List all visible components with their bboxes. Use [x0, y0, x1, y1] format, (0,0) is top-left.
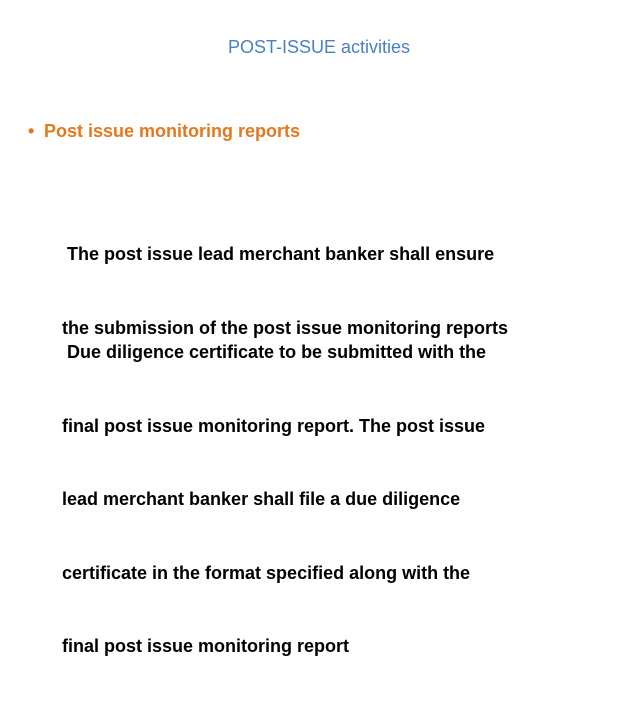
slide-title: POST-ISSUE activities [227, 37, 411, 57]
paragraph-line: final post issue monitoring report [62, 636, 350, 656]
bullet-text: Post issue monitoring reports [44, 121, 301, 141]
paragraph-line: Due diligence certificate to be submitted with the [62, 342, 487, 362]
bullet-item [28, 120, 618, 142]
paragraph-line: lead merchant banker shall file a due diligence [62, 489, 461, 509]
paragraph-line: certificate in the format specified along with the [62, 562, 471, 583]
bullet-marker: • [28, 121, 35, 141]
paragraph-line: the submission of the post issue monitoring reports [62, 317, 509, 338]
paragraph-line: final post issue monitoring report. The post issue [62, 415, 486, 436]
paragraph-due-diligence [62, 291, 622, 708]
paragraph-line: The post issue lead merchant banker shall ensure [62, 244, 495, 264]
